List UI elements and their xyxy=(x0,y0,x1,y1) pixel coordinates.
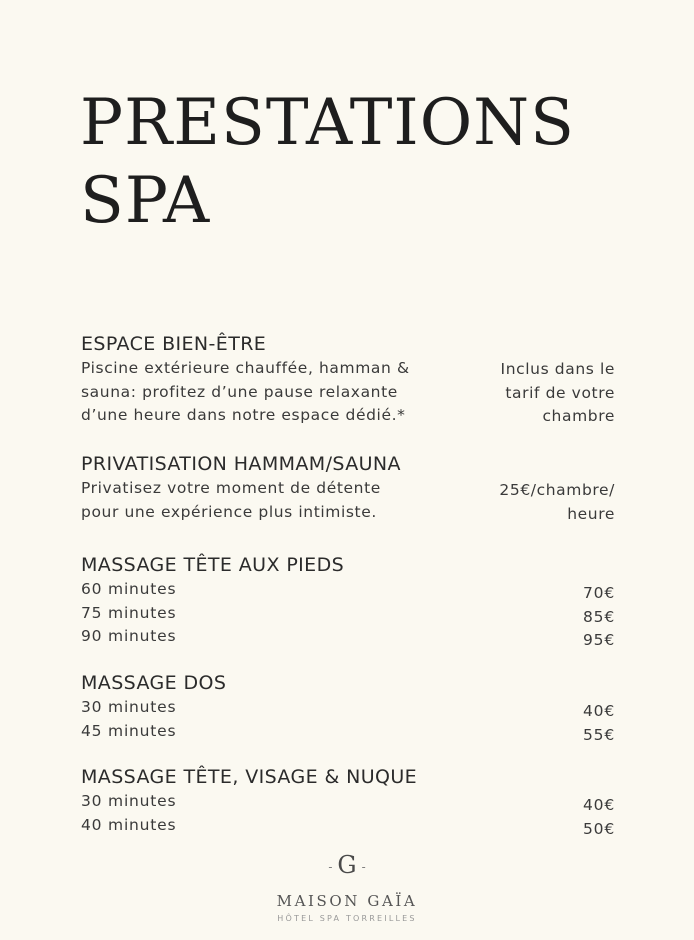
price-line: tarif de votre xyxy=(505,383,615,402)
section-title: ESPACE BIEN-ÊTRE xyxy=(81,333,267,355)
price: 55€ xyxy=(583,725,615,744)
page-title xyxy=(80,84,575,240)
list-item xyxy=(81,578,615,602)
section-massage-tete-aux-pieds xyxy=(81,552,615,649)
section-massage-tete-visage-nuque xyxy=(81,764,615,837)
brand-logo xyxy=(0,850,694,923)
logo-monogram xyxy=(0,850,694,882)
logo-dash-right: - xyxy=(361,859,366,874)
duration: 75 minutes xyxy=(81,603,177,622)
section-description xyxy=(81,357,441,429)
section-massage-dos xyxy=(81,670,615,743)
duration: 40 minutes xyxy=(81,815,177,834)
price-line: Inclus dans le xyxy=(500,360,615,378)
list-item xyxy=(81,696,615,720)
price-line: heure xyxy=(567,504,615,523)
list-item xyxy=(81,790,615,814)
price: 40€ xyxy=(583,702,615,720)
duration: 30 minutes xyxy=(81,792,177,810)
list-item xyxy=(81,720,615,744)
duration: 90 minutes xyxy=(81,627,177,645)
duration: 30 minutes xyxy=(81,698,177,716)
section-title: MASSAGE TÊTE AUX PIEDS xyxy=(81,554,345,576)
list-item xyxy=(81,625,615,649)
section-price xyxy=(455,479,615,526)
description-line: pour une expérience plus intimiste. xyxy=(81,502,377,521)
section-privatisation xyxy=(81,451,615,526)
description-line: Piscine extérieure chauffée, hamman & xyxy=(81,359,410,377)
price: 50€ xyxy=(583,819,615,838)
list-item xyxy=(81,602,615,626)
section-title: PRIVATISATION HAMMAM/SAUNA xyxy=(81,453,401,475)
price-line: chambre xyxy=(542,407,615,425)
description-line: sauna: profitez d’une pause relaxante xyxy=(81,382,398,401)
price: 40€ xyxy=(583,796,615,814)
section-title: MASSAGE TÊTE, VISAGE & NUQUE xyxy=(81,766,418,788)
section-price xyxy=(455,358,615,429)
brand-name: MAISON GAÏA xyxy=(276,891,418,910)
section-espace-bien-etre xyxy=(81,331,615,429)
price-line: 25€/chambre/ xyxy=(499,481,615,499)
logo-letter: G xyxy=(337,851,357,879)
price: 85€ xyxy=(583,607,615,626)
description-line: Privatisez votre moment de détente xyxy=(81,479,381,497)
price: 70€ xyxy=(583,584,615,602)
list-item xyxy=(81,814,615,838)
brand-subtitle: HÔTEL SPA TORREILLES xyxy=(277,913,417,923)
page-title-line-1: PRESTATIONS xyxy=(80,86,575,160)
duration: 45 minutes xyxy=(81,721,177,740)
logo-dash-left: - xyxy=(328,859,333,874)
section-title: MASSAGE DOS xyxy=(81,672,227,694)
price: 95€ xyxy=(583,631,615,649)
page-title-line-2: SPA xyxy=(80,164,211,238)
duration: 60 minutes xyxy=(81,580,177,598)
description-line: d’une heure dans notre espace dédié.* xyxy=(81,406,406,424)
section-description xyxy=(81,477,441,526)
